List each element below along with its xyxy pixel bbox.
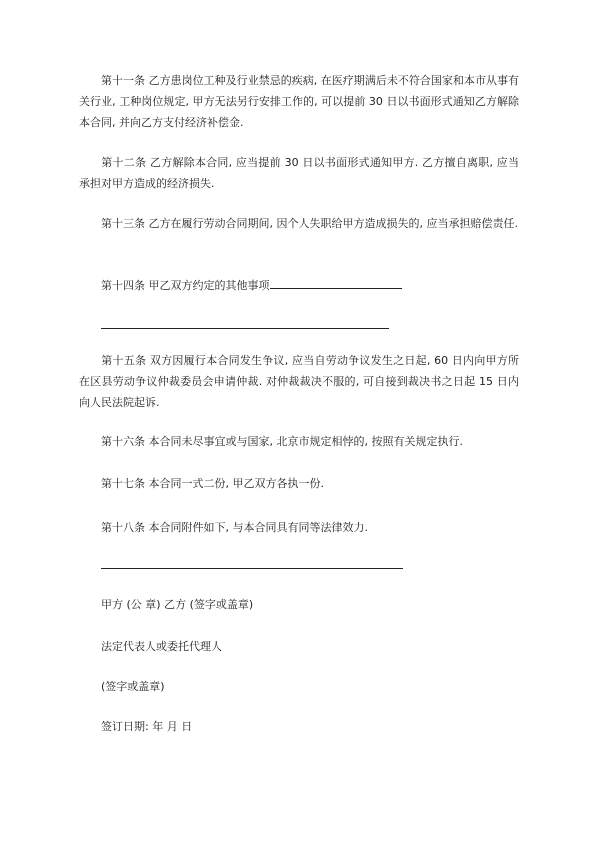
article-14-blank-line	[101, 328, 389, 329]
article-18-text: 第十八条 本合同附件如下, 与本合同具有同等法律效力.	[101, 521, 368, 534]
article-13	[79, 213, 519, 234]
party-signature-text: 甲方 (公 章) 乙方 (签字或盖章)	[101, 598, 254, 611]
party-signature-line	[101, 597, 253, 613]
representative-line	[101, 639, 222, 655]
article-18	[101, 520, 368, 536]
article-17	[101, 476, 324, 492]
article-15	[79, 350, 519, 413]
article-12	[79, 152, 519, 194]
article-14-text: 第十四条 甲乙双方约定的其他事项	[101, 279, 270, 292]
article-16-text: 第十六条 本合同未尽事宜或与国家, 北京市规定相悖的, 按照有关规定执行.	[101, 435, 463, 448]
article-14-blank	[270, 277, 402, 289]
article-11	[79, 70, 519, 133]
representative-text: 法定代表人或委托代理人	[101, 640, 222, 653]
article-16	[101, 434, 463, 450]
article-17-text: 第十七条 本合同一式二份, 甲乙双方各执一份.	[101, 477, 324, 490]
attachments-blank-line	[101, 568, 403, 569]
sign-or-seal-line	[101, 679, 165, 695]
article-11-text: 第十一条 乙方患岗位工种及行业禁忌的疾病, 在医疗期满后未不符合国家和本市从事有关行业, 工种岗位规定, 甲方无法另行安排工作的, 可以提前 30 日以书面形式通知乙方解除本合同, 并向乙方支付经济补偿金.	[79, 74, 519, 129]
sign-date-text: 签订日期: 年 月 日	[101, 720, 193, 733]
sign-date-line	[101, 719, 192, 735]
article-13-text: 第十三条 乙方在履行劳动合同期间, 因个人失职给甲方造成损失的, 应当承担赔偿责任.	[101, 217, 518, 230]
article-12-text: 第十二条 乙方解除本合同, 应当提前 30 日以书面形式通知甲方. 乙方擅自离职, 应当承担对甲方造成的经济损失.	[79, 156, 519, 190]
article-14	[101, 277, 402, 294]
article-15-text: 第十五条 双方因履行本合同发生争议, 应当自劳动争议发生之日起, 60 日内向甲方所在区县劳动争议仲裁委员会申请仲裁. 对仲裁裁决不服的, 可自接到裁决书之日起 15 日内向人民法院起诉.	[79, 354, 519, 409]
sign-or-seal-text: (签字或盖章)	[101, 680, 165, 693]
